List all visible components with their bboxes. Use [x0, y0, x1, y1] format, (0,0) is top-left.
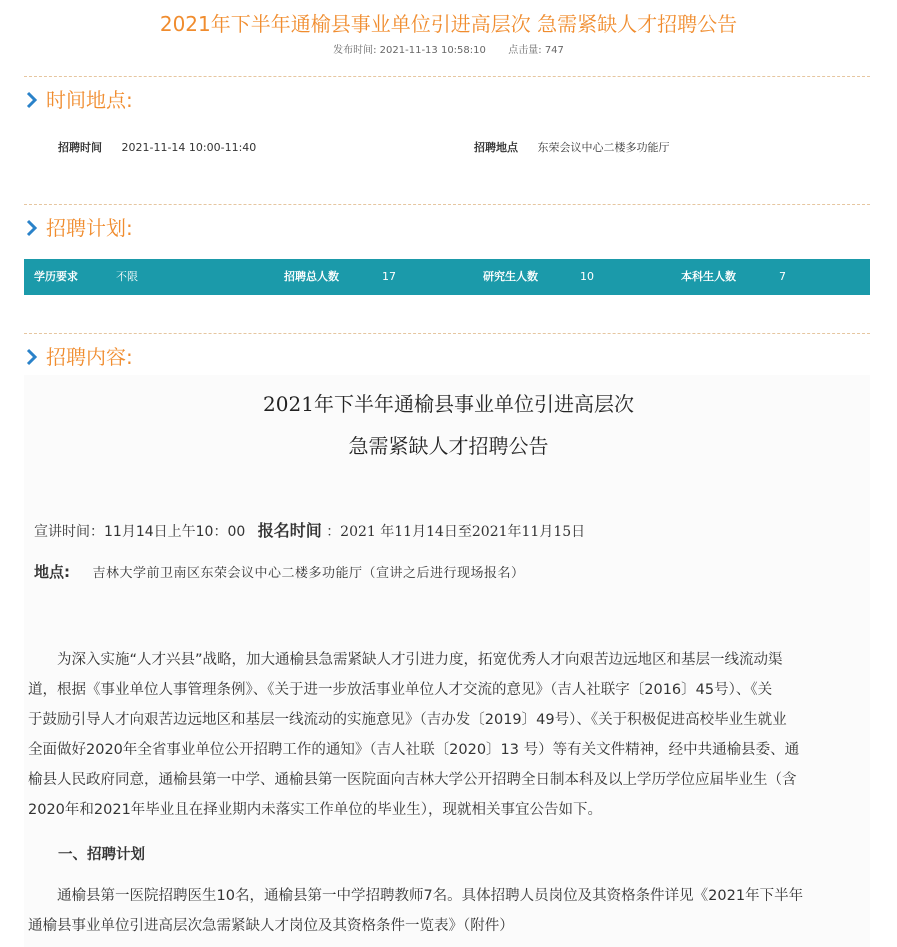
grad-value: 10 [580, 270, 594, 283]
divider [24, 333, 870, 334]
publish-meta [0, 41, 897, 56]
paragraph-line: 道，根据《事业单位人事管理条例》、《关于进一步放活事业单位人才交流的意见》（吉人社联字〔2016〕45号）、《关 [28, 682, 773, 698]
paragraph-line: 通榆县第一医院招聘医生10名，通榆县第一中学招聘教师7名。具体招聘人员岗位及其资格条件详见《2021年下半年 [28, 888, 804, 904]
recruit-place-value: 东荣会议中心二楼多功能厅 [537, 141, 670, 154]
section-title: 招聘计划: [46, 216, 133, 240]
lecture-time: 宣讲时间：11月14日上午10：00 [34, 524, 246, 540]
plan-bar [24, 259, 870, 295]
grad-label: 研究生人数 [483, 270, 538, 283]
intro-paragraph [28, 645, 870, 825]
clicks-count: 747 [544, 45, 564, 56]
edu-label: 学历要求 [34, 270, 78, 283]
doc-title-line-2: 急需紧缺人才招聘公告 [348, 434, 549, 458]
paragraph-line: 全面做好2020年全省事业单位公开招聘工作的通知》（吉人社联〔2020〕13 号）等有关文件精神，经中共通榆县委、通 [28, 742, 800, 758]
recruit-place [474, 139, 670, 155]
divider [24, 76, 870, 77]
section-heading: 一、招聘计划 [58, 847, 145, 863]
recruit-time-value: 2021-11-14 10:00-11:40 [121, 141, 257, 154]
page-title: 2021年下半年通榆县事业单位引进高层次 急需紧缺人才招聘公告 [159, 12, 738, 36]
section-title: 时间地点: [46, 88, 133, 112]
plan-paragraph [28, 881, 870, 941]
paragraph-line: 榆县人民政府同意，通榆县第一中学、通榆县第一医院面向吉林大学公开招聘全日制本科及以上学历学位应届毕业生（含 [28, 772, 797, 788]
section-time-place [24, 86, 133, 114]
section-title: 招聘内容: [46, 345, 133, 369]
chevron-right-icon [24, 89, 40, 111]
section-plan [24, 214, 133, 242]
bachelor-value: 7 [779, 270, 786, 283]
recruit-time [58, 139, 256, 155]
divider [24, 204, 870, 205]
register-value: ：2021 年11月14日至2021年11月15日 [326, 524, 586, 540]
clicks-label: 点击量: [508, 45, 542, 56]
edu-value: 不限 [116, 270, 138, 283]
chevron-right-icon [24, 217, 40, 239]
register-label: 报名时间 [257, 521, 322, 540]
chevron-right-icon [24, 346, 40, 368]
recruit-place-label: 招聘地点 [474, 141, 518, 154]
paragraph-line: 2020年和2021年毕业且在择业期内未落实工作单位的毕业生），现就相关事宜公告如下。 [28, 802, 603, 818]
recruit-time-label: 招聘时间 [58, 141, 102, 154]
section-content [24, 343, 133, 371]
paragraph-line: 通榆县事业单位引进高层次急需紧缺人才岗位及其资格条件一览表》（附件） [28, 918, 514, 934]
publish-label: 发布时间: [333, 45, 377, 56]
publish-time: 2021-11-13 10:58:10 [379, 45, 486, 56]
paragraph-line: 为深入实施“人才兴县”战略，加大通榆县急需紧缺人才引进力度，拓宽优秀人才向艰苦边远地区和基层一线流动渠 [28, 652, 783, 668]
place-line [34, 561, 524, 582]
lecture-register-line [34, 518, 585, 541]
total-value: 17 [382, 270, 396, 283]
place-value: 吉林大学前卫南区东荣会议中心二楼多功能厅（宣讲之后进行现场报名） [92, 566, 525, 581]
paragraph-line: 于鼓励引导人才向艰苦边远地区和基层一线流动的实施意见》（吉办发〔2019〕49号）、《关于积极促进高校毕业生就业 [28, 712, 787, 728]
total-label: 招聘总人数 [284, 270, 339, 283]
bachelor-label: 本科生人数 [681, 270, 736, 283]
doc-title-line-1: 2021年下半年通榆县事业单位引进高层次 [263, 392, 634, 416]
place-label: 地点: [34, 563, 70, 581]
